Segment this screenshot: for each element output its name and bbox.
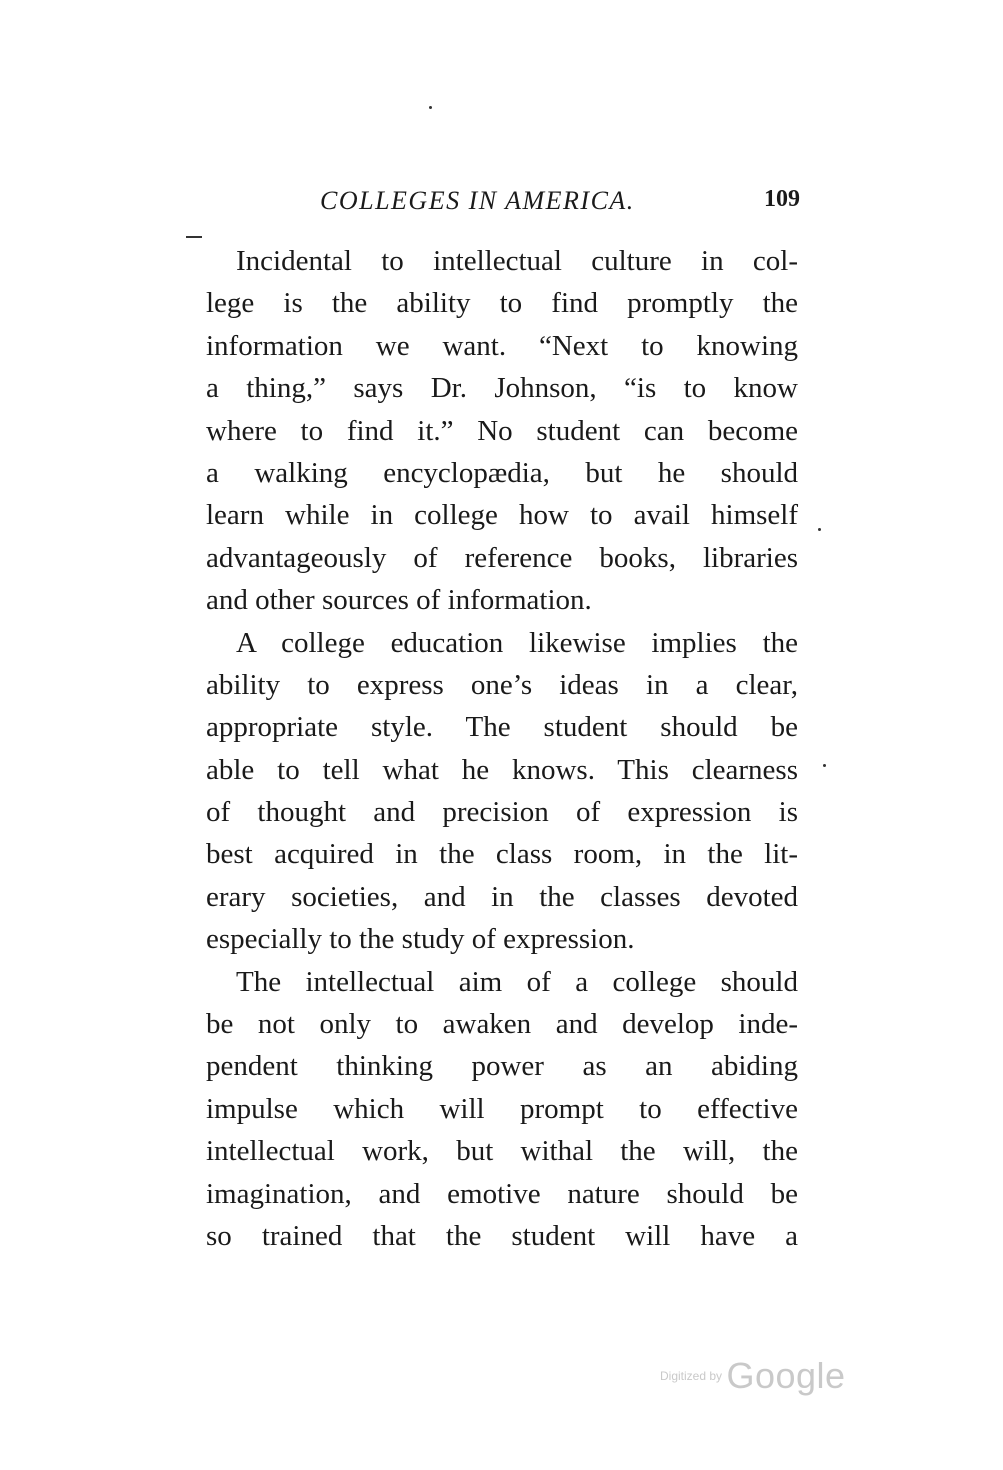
paragraph-3 [206, 961, 798, 1258]
running-head [320, 186, 800, 220]
text-line: lege is the ability to find promptly the [206, 287, 798, 320]
text-line: advantageously of reference books, libraries [206, 541, 798, 574]
text-line: so trained that the student will have a [206, 1219, 798, 1252]
paragraph-1 [206, 240, 798, 622]
scan-speck [186, 236, 202, 238]
google-logo: Google [726, 1355, 846, 1396]
text-line: intellectual work, but withal the will, the [206, 1135, 798, 1168]
google-watermark [660, 1355, 846, 1405]
text-line: pendent thinking power as an abiding [206, 1050, 798, 1083]
text-line: able to tell what he knows. This clearness [206, 753, 798, 786]
page-number: 109 [764, 186, 800, 212]
text-line: be not only to awaken and develop inde- [206, 1008, 798, 1041]
text-line: a walking encyclopædia, but he should [206, 456, 798, 489]
text-line: imagination, and emotive nature should be [206, 1177, 798, 1210]
text-line: erary societies, and in the classes devoted [206, 880, 798, 913]
text-line: a thing,” says Dr. Johnson, “is to know [206, 372, 798, 405]
text-line: appropriate style. The student should be [206, 711, 798, 744]
text-line: and other sources of information. [206, 584, 592, 617]
running-title: COLLEGES IN AMERICA. [320, 186, 635, 215]
text-line: The intellectual aim of a college should [236, 965, 798, 998]
body-text [206, 240, 798, 1257]
text-line: learn while in college how to avail himself [206, 499, 798, 532]
watermark-prefix: Digitized by [660, 1369, 723, 1383]
text-line: information we want. “Next to knowing [206, 329, 798, 362]
scan-speck [818, 528, 821, 531]
text-line: Incidental to intellectual culture in col- [236, 245, 798, 277]
paragraph-2 [206, 622, 798, 961]
scan-speck [823, 764, 826, 767]
text-line: where to find it.” No student can become [206, 414, 798, 447]
text-line: especially to the study of expression. [206, 923, 635, 956]
text-line: of thought and precision of expression is [206, 796, 798, 829]
scan-speck [429, 106, 432, 109]
text-line: ability to express one’s ideas in a clear, [206, 668, 798, 701]
text-line: best acquired in the class room, in the lit- [206, 838, 798, 871]
text-line: A college education likewise implies the [236, 626, 798, 659]
text-line: impulse which will prompt to effective [206, 1092, 798, 1125]
